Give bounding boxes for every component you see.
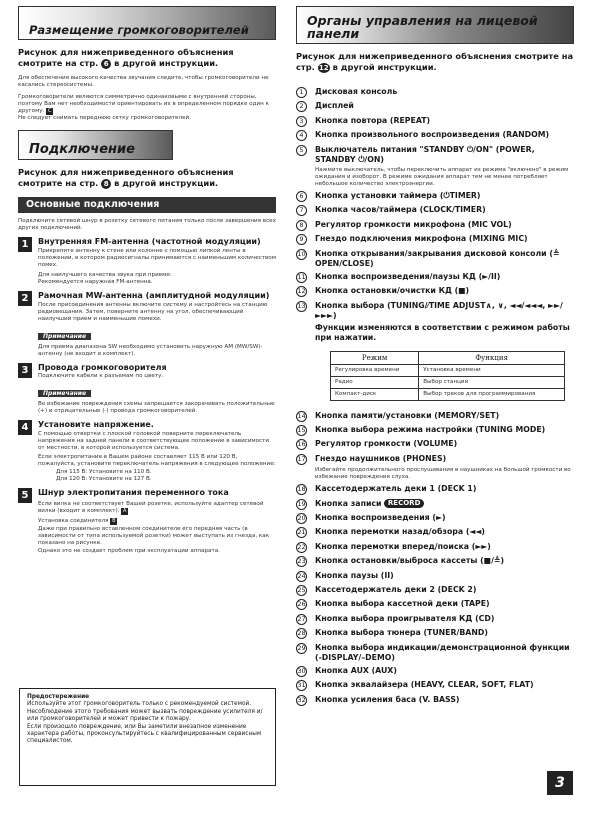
paragraph: Громкоговорители являются симметрично одинаковыми с внутренней стороны, поэтому Вам нет необходимости ориентировать их в определенном порядке один к другому. C Не следует снимать переднюю сетку громкоговорителей. — [18, 94, 269, 121]
list-item: 11 Кнопка воспроизведения/паузы КД (►/II) — [297, 271, 501, 281]
lead-text-1: Рисунок для нижеприведенного объяснения смотрите на стр. 6 в другой инструкции. — [18, 47, 234, 68]
note-label: Примечание — [38, 390, 91, 397]
list-item: 25 Кассетодержатель деки 2 (DECK 2) — [297, 584, 477, 594]
page-ref-badge: 12 — [318, 64, 329, 72]
list-item: 2 Дисплей — [296, 101, 574, 112]
list-item: 9 Гнездо подключения микрофона (MIXING MIC) — [296, 234, 574, 245]
left-column — [18, 6, 276, 555]
list-item: 6 Кнопка установки таймера (⏻TIMER) — [296, 191, 574, 202]
list-item — [18, 237, 276, 286]
step-text: Если электропитание в Вашем районе составляет 115 В или 120 В, пожалуйста, установите переключатель напряжения в следующее положение: — [38, 454, 276, 467]
standby-note: Нажмите выключатель, чтобы переключить аппарат из режима "включено" в режим ожидания и изоборот. В режиме ожидания аппарат тем не менее потребляет небольшое количество электроэнергии. — [315, 166, 569, 187]
list-item: 10 Кнопка открывания/закрывания дисковой консоли (≜ OPEN/CLOSE) — [297, 248, 560, 268]
list-item: 13 Кнопка выбора (TUNING/⁄TIME ADJUST∧, ∨, ◄◄/◄◄◄, ►►/►►►) — [297, 300, 563, 320]
step-number: 5 — [18, 488, 32, 503]
list-item: 16 Регулятор громкости (VOLUME) — [297, 439, 458, 449]
figure-ref-badge: C — [47, 108, 52, 114]
list-item — [18, 291, 276, 358]
step-text: Для наилучшего качества звука при приеме: — [38, 272, 172, 278]
list-item — [18, 420, 276, 483]
step-text: Для 120 В: Установите на 127 В. — [56, 476, 152, 482]
list-item: 23 Кнопка остановки/выброса кассеты (■/≜) — [297, 556, 505, 566]
paragraph: Подключите сетевой шнур в розетку сетевого питания только после завершения всех других подключений. — [18, 218, 276, 231]
step-title: Внутренняя FM-антенна (частотной модуляции) — [38, 237, 261, 246]
step-text: С помощью отвертки с плоской головкой поверните переключатель напряжения на задней панели в соответствующее положение в зависимости от местности, в которой используется система. — [38, 431, 270, 451]
list-item: 30 Кнопка AUX (AUX) — [297, 665, 397, 675]
step-number: 3 — [18, 363, 32, 378]
list-item: 27 Кнопка выбора проигрывателя КД (CD) — [297, 613, 495, 623]
record-badge: RECORD — [384, 499, 424, 509]
table-row: Регулировка времени Установка времени — [331, 364, 565, 376]
step-text: Рекомендуется наружная FM-антенна. — [38, 279, 153, 285]
list-item: 20 Кнопка воспроизведения (►) — [297, 513, 446, 523]
step-number: 1 — [18, 237, 32, 252]
list-item: 3 Кнопка повтора (REPEAT) — [296, 116, 574, 127]
step-number: 4 — [18, 420, 32, 435]
figure-ref-badge: B — [112, 518, 116, 524]
right-column — [296, 6, 574, 706]
table-row: Радио Выбор станции — [331, 376, 565, 388]
step-text: Прикрепите антенну к стене или колонне с помощью липкой ленты в положении, в котором радиосигналы принимаются с наименьшим количеством помех. — [38, 248, 276, 268]
table-header: Функция — [419, 351, 565, 364]
list-item: 26 Кнопка выбора кассетной деки (TAPE) — [297, 599, 490, 609]
lead-text-3: Рисунок для нижеприведенного объяснения смотрите на стр. 12 в другой инструкции. — [296, 51, 574, 72]
lead-text-2: Рисунок для нижеприведенного объяснения смотрите на стр. 8 в другой инструкции. — [18, 167, 234, 188]
warning-box — [19, 688, 276, 786]
controls-list — [296, 87, 574, 343]
list-item: 29 Кнопка выбора индикации/демонстрационной функции (-DISPLAY/–DEMO) — [297, 642, 570, 662]
list-item — [18, 488, 276, 555]
table-header: Режим — [331, 351, 419, 364]
step-text: Если вилка не соответствует Вашей розетке, используйте адаптер сетевой вилки (входит в комплект). A — [38, 501, 264, 514]
list-item: 19 Кнопка записи RECORD — [296, 499, 574, 510]
list-item: 7 Кнопка часов/таймера (CLOCK/TIMER) — [296, 205, 574, 216]
page-number: 3 — [547, 771, 573, 795]
list-item: 24 Кнопка паузы (II) — [297, 570, 394, 580]
section-header-connection: Подключение — [18, 130, 173, 160]
phones-note: Избегайте продолжительного прослушивания в наушниках на большой громкости во избежание повреждения слуха. — [315, 466, 571, 480]
figure-ref-badge: A — [122, 508, 127, 514]
step-title: Установите напряжение. — [38, 420, 154, 429]
warning-text: Несоблюдение этого требования может вызвать повреждение усилителя и/или громкоговорителей и может привести к пожару. — [27, 708, 263, 723]
step-text: После присоединения антенны включите систему и настройтесь на станцию радиовещания. Затем, поверните антенну на угол, обеспечивающий наилучший прием и наименьшие помехи. — [38, 302, 268, 322]
section-header-speakers: Размещение громкоговорителей — [18, 6, 276, 40]
controls-list-2 — [296, 411, 574, 706]
page-ref-badge: 6 — [101, 59, 111, 69]
list-item: 28 Кнопка выбора тюнера (TUNER/BAND) — [297, 628, 488, 638]
warning-text: Если произошло повреждение, или Вы заметили внезапное изменение характера работы, проконсультируйтесь с квалифицированным сервисным специалистом. — [27, 723, 262, 745]
step-title: Шнур электропитания переменного тока — [38, 488, 229, 497]
list-item: 14 Кнопка памяти/установки (MEMORY/SET) — [297, 410, 500, 420]
step-text: Даже при правильно вставленном соединителе его передняя часть (в зависимости от типа используемой розетки) может выступать из гнезда, как показано на рисунке. — [38, 526, 270, 546]
step-text: Для 115 В: Установите на 110 В. — [56, 469, 152, 475]
function-note: Функции изменяются в соответствии с режимом работы при нажатии. — [315, 322, 570, 342]
warning-title: Предостережение — [27, 694, 90, 700]
list-item: 15 Кнопка выбора режима настройки (TUNING MODE) — [297, 425, 546, 435]
step-title: Рамочная MW-антенна (амплитудной модуляции) — [38, 291, 270, 300]
function-table — [330, 351, 565, 401]
list-item — [18, 363, 276, 415]
section-header-basic: Основные подключения — [18, 197, 276, 213]
list-item: 21 Кнопка перемотки назад/обзора (◄◄) — [297, 527, 485, 537]
list-item: 12 Кнопка остановки/очистки КД (■) — [297, 286, 470, 296]
list-item: 5 Выключатель питания "STANDBY ⏻/ON" (POWER, STANDBY ⏻/ON) — [296, 145, 574, 165]
section-header-controls: Органы управления на лицевой панели — [296, 6, 574, 44]
list-item: 4 Кнопка произвольного воспроизведения (RANDOM) — [296, 130, 574, 141]
page-ref-badge: 8 — [101, 179, 111, 189]
paragraph: Для обеспечения высокого качества звучания следите, чтобы громкоговорители не касались стереосистемы. — [18, 75, 269, 88]
step-title: Провода громкоговорителя — [38, 363, 167, 372]
table-row: Компакт-диск Выбор треков для программирования — [331, 388, 565, 400]
list-item: 22 Кнопка перемотки вперед/поиска (►►) — [297, 541, 491, 551]
list-item: 1 Дисковая консоль — [296, 87, 574, 98]
step-text: Во избежание повреждения схемы запрещается закорачивать положительные (+) и отрицательные (-) провода громкоговорителей. — [38, 401, 275, 414]
step-text: Для приема диапазона SW необходимо установить наружную AM (MW/SW)-антенну (не входит в комплект). — [38, 344, 263, 357]
list-item: 17 Гнездо наушников (PHONES) — [297, 453, 447, 463]
step-text: Однако это не создает проблем при эксплуатации аппарата. — [38, 548, 220, 554]
list-item: 32 Кнопка усиления баса (V. BASS) — [297, 694, 460, 704]
step-text: Подключите кабели к разъемам по цвету. — [38, 373, 164, 379]
list-item: 8 Регулятор громкости микрофона (MIC VOL) — [296, 220, 574, 231]
warning-text: Используйте этот громкоговоритель только с рекомендуемой системой. — [27, 701, 252, 708]
step-text: Установка соединителя B — [38, 518, 116, 524]
list-item: 31 Кнопка эквалайзера (HEAVY, CLEAR, SOFT, FLAT) — [297, 680, 534, 690]
note-label: Примечание — [38, 333, 91, 340]
step-number: 2 — [18, 291, 32, 306]
list-item: 18 Кассетодержатель деки 1 (DECK 1) — [297, 484, 477, 494]
